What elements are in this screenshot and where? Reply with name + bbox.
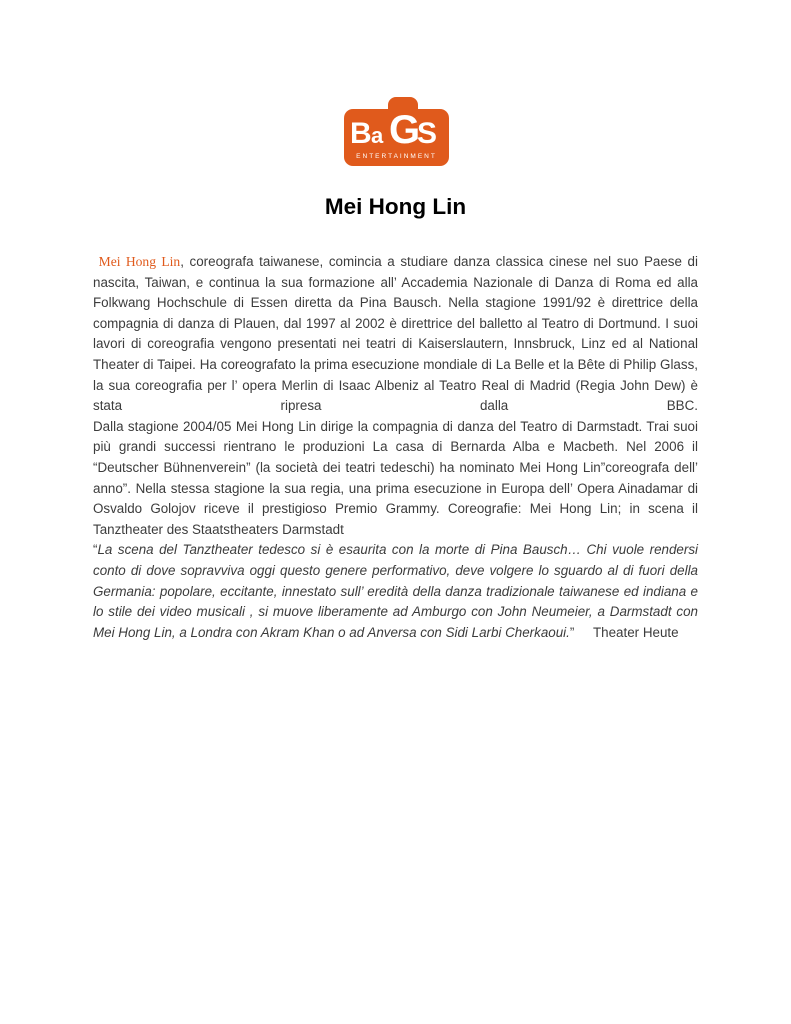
logo-subtitle: ENTERTAINMENT: [356, 153, 437, 160]
article-body: [93, 252, 698, 643]
logo-letter-s: S: [417, 117, 438, 150]
logo-letter-b: B: [350, 117, 372, 150]
paragraph-biography: [93, 252, 698, 417]
logo-letter-a: a: [371, 123, 384, 148]
logo-letter-g: G: [389, 108, 421, 152]
name-link[interactable]: Mei Hong Lin: [98, 254, 181, 269]
page-title: Mei Hong Lin: [324, 194, 467, 219]
quote-text: La scena del Tanztheater tedesco si è esaurita con la morte di Pina Bausch… Chi vuole rendersi conto di dove sopravviva oggi questo genere performativo, deve volgere lo sguardo al di fuori della Germania: popolare, eccitante, innestato sull’ eredità della danza tradizionale taiwanese ed indiana e lo stile dei video musicali , si muove liberamente ad Amburgo con John Neumeier, a Darmstadt con Mei Hong Lin, a Londra con Akram Khan o ad Anversa con Sidi Larbi Cherkaoui.: [93, 542, 698, 640]
paragraph-darmstadt: Dalla stagione 2004/05 Mei Hong Lin dirige la compagnia di danza del Teatro di Darmstadt. Trai suoi più grandi successi rientrano le produzioni La casa di Bernarda Alba e Macbeth. Nel 2006 il “Deutscher Bühnenverein” (la società dei teatri tedeschi) ha nominato Mei Hong Lin”coreografa dell’ anno”. Nella stessa stagione la sua regia, una prima esecuzione in Europa dell’ Opera Ainadamar di Osvaldo Golojov riceve il prestigioso Premio Grammy. Coreografie: Mei Hong Lin; in scena il Tanztheater des Staatstheaters Darmstadt: [93, 418, 698, 537]
quote-source: Theater Heute: [592, 624, 679, 640]
bags-entertainment-logo: [344, 97, 449, 166]
quote-block: [93, 540, 698, 643]
quote-close-mark: ”: [569, 624, 575, 640]
paragraph-biography-text: , coreografa taiwanese, comincia a studiare danza classica cinese nel suo Paese di nascita, Taiwan, e continua la sua formazione all’ Accademia Nazionale di Danza di Roma ed alla Folkwang Hochschule di Essen diretta da Pina Bausch. Nella stagione 1991/92 è direttrice della compagnia di danza di Plauen, dal 1997 al 2002 è direttrice del balletto al Teatro di Dortmund. I suoi lavori di coreografia vengono presentati nei teatri di Kaiserslautern, Innsbruck, Linz ed al National Theater di Taipei. Ha coreografato la prima esecuzione mondiale di La Belle et la Bête di Philip Glass, la sua coreografia per l’ opera Merlin di Isaac Albeniz al Teatro Real di Madrid (Regia John Dew) è stata ripresa dalla BBC.: [93, 254, 698, 414]
quote-open-mark: “: [93, 542, 98, 558]
